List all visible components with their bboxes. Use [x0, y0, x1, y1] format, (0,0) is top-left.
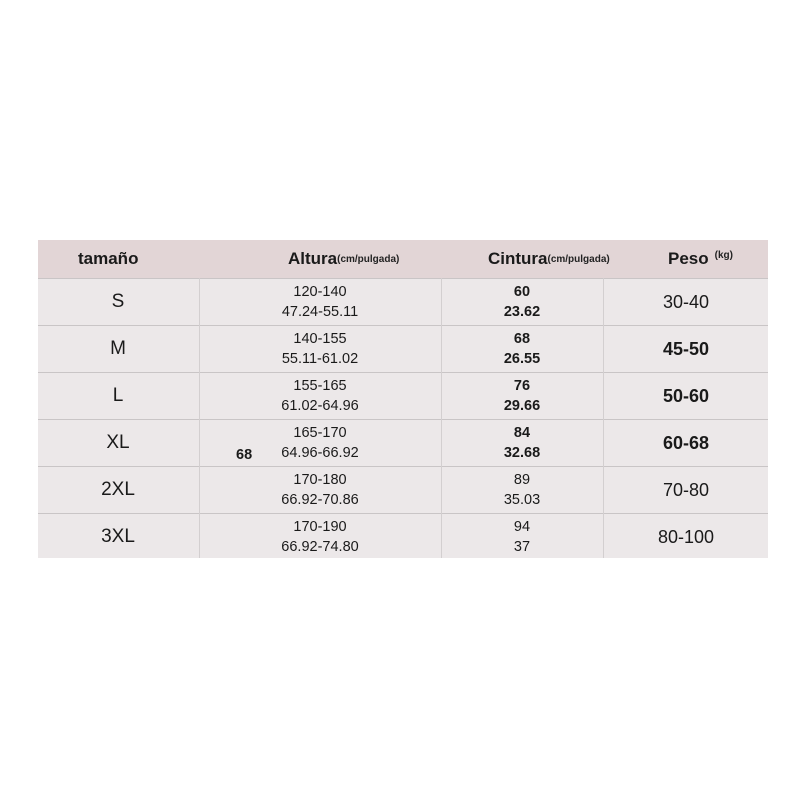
- waist-cell: [442, 420, 602, 466]
- waist-in: 26.55: [503, 351, 541, 367]
- header-waist-unit: (cm/pulgada): [547, 253, 610, 265]
- waist-cell: [442, 373, 602, 419]
- weight-cell: 50-60: [662, 385, 710, 406]
- waist-in: 37: [513, 539, 531, 555]
- height-cm: 140-155: [293, 331, 347, 347]
- table-row: [38, 420, 768, 466]
- size-cell: XL: [106, 432, 130, 453]
- waist-cm: 76: [513, 378, 531, 394]
- waist-cell: [442, 326, 602, 372]
- waist-cm: 68: [513, 331, 531, 347]
- table-row: [38, 279, 768, 325]
- height-cm: 170-190: [293, 519, 347, 535]
- waist-in: 29.66: [503, 398, 541, 414]
- height-cell: [200, 373, 440, 419]
- size-cell: 3XL: [101, 526, 135, 547]
- table-row: [38, 514, 768, 560]
- height-in: 55.11-61.02: [281, 351, 359, 367]
- size-cell: L: [112, 385, 124, 406]
- table-row: [38, 467, 768, 513]
- table-row: [38, 326, 768, 372]
- waist-cell: [442, 514, 602, 560]
- header-height-label: Altura: [288, 249, 338, 268]
- waist-cell: [442, 467, 602, 513]
- weight-cell: 70-80: [662, 479, 710, 500]
- header-weight-label: Peso: [668, 249, 709, 268]
- waist-in: 23.62: [503, 304, 541, 320]
- height-in: 66.92-74.80: [281, 539, 359, 555]
- waist-cm: 60: [513, 284, 531, 300]
- waist-in: 35.03: [503, 492, 541, 508]
- height-in: 64.96-66.92: [281, 445, 359, 461]
- waist-cm: 89: [513, 472, 531, 488]
- stray-value-label: 68: [236, 447, 253, 463]
- height-in: 66.92-70.86: [281, 492, 359, 508]
- table-row: [38, 373, 768, 419]
- header-weight: [668, 240, 733, 278]
- weight-cell: 30-40: [662, 291, 710, 312]
- header-waist-label: Cintura: [488, 249, 548, 268]
- weight-cell: 45-50: [662, 338, 710, 359]
- header-height: [288, 240, 399, 278]
- weight-cell: 60-68: [662, 432, 710, 453]
- height-cell: [200, 514, 440, 560]
- table-header-row: [38, 240, 768, 278]
- header-size-label: tamaño: [78, 249, 139, 268]
- size-cell: M: [110, 338, 126, 359]
- height-cell: [200, 326, 440, 372]
- height-cell: [200, 467, 440, 513]
- header-waist: [488, 240, 610, 278]
- weight-cell: 80-100: [657, 526, 715, 547]
- waist-cell: [442, 279, 602, 325]
- waist-in: 32.68: [503, 445, 541, 461]
- size-cell: 2XL: [101, 479, 135, 500]
- waist-cm: 94: [513, 519, 531, 535]
- header-size: [78, 240, 138, 278]
- height-cm: 165-170: [293, 425, 347, 441]
- waist-cm: 84: [513, 425, 531, 441]
- height-in: 47.24-55.11: [281, 304, 359, 320]
- height-cm: 155-165: [293, 378, 347, 394]
- size-chart-table: [38, 240, 768, 558]
- header-height-unit: (cm/pulgada): [337, 253, 400, 265]
- height-cell: [200, 279, 440, 325]
- height-cm: 170-180: [293, 472, 347, 488]
- size-cell: S: [111, 291, 125, 312]
- header-weight-unit: (kg): [714, 249, 733, 261]
- height-in: 61.02-64.96: [281, 398, 359, 414]
- height-cm: 120-140: [293, 284, 347, 300]
